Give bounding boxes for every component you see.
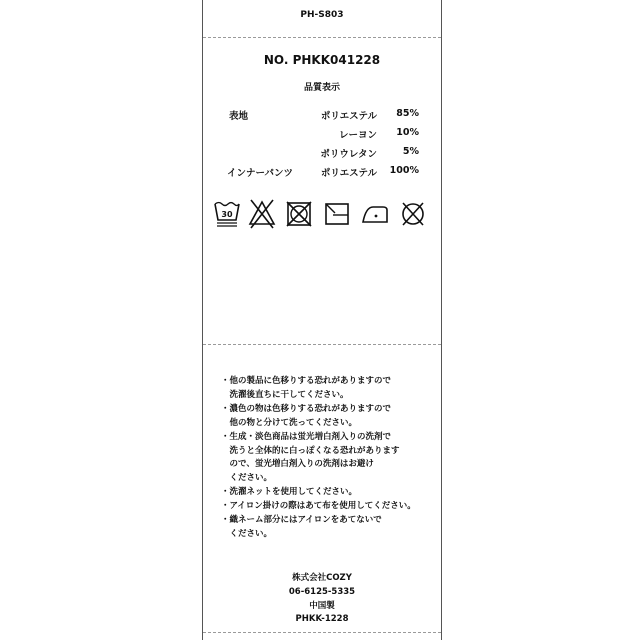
composition-percent: 85% [396,108,419,119]
iron-low-icon [361,198,389,230]
note-line: ・生成・淡色商品は蛍光増白剤入りの洗剤で [221,431,392,442]
fold-line-top [203,37,441,38]
composition-material: ポリエステル [320,168,377,179]
no-tumble-dry-icon [285,198,313,230]
wash-temperature: 30 [221,210,233,219]
note-line: ください。 [221,528,273,539]
note-line: ので、蛍光増白剤入りの洗剤はお避け [221,459,374,470]
fold-line-middle [203,344,441,345]
composition-percent: 100% [389,165,419,176]
manufacturer-info [203,572,441,627]
wash-30-gentle-icon [213,198,241,230]
company-name: 株式会社COZY [292,573,352,583]
quality-title: 品質表示 [303,83,340,93]
line-dry-shade-icon [323,198,351,230]
item-code: PHKK-1228 [295,614,349,625]
fold-line-bottom [203,632,441,633]
composition-part: 表地 [229,111,249,122]
note-line: ・洗濯ネットを使用してください。 [221,487,358,498]
note-line: ・他の製品に色移りする恐れがありますので [221,376,392,386]
care-notes [221,375,416,542]
composition-material: ポリエステル [320,111,377,122]
composition-percent: 10% [396,127,419,138]
composition-material: レーヨン [338,130,377,141]
care-label [202,0,442,640]
phone-number: 06-6125-5335 [288,586,356,597]
note-line: ください。 [221,473,273,484]
note-line: 洗うと全体的に白っぽくなる恐れがあります [221,445,400,456]
note-line: ・織ネーム部分にはアイロンをあてないで [221,515,382,526]
care-symbols [213,198,433,232]
composition-row [203,127,441,141]
no-dry-clean-icon [399,198,427,230]
note-line: 洗濯後直ちに干してください。 [221,389,349,400]
composition-row [203,165,441,179]
country-of-origin: 中国製 [309,600,335,611]
note-line: ・アイロン掛けの際はあて布を使用してください。 [221,501,416,512]
composition-row [203,108,441,122]
note-line: 他の物と分けて洗ってください。 [221,417,358,428]
composition-percent: 5% [402,146,419,157]
composition-part: インナーパンツ [227,168,294,179]
note-line: ・濃色の物は色移りする恐れがありますので [221,403,392,414]
composition-row [203,146,441,160]
product-code: PH-S803 [300,10,344,20]
product-number: NO. PHKK041228 [263,53,381,67]
no-bleach-icon [248,198,276,230]
composition-material: ポリウレタン [320,149,377,160]
